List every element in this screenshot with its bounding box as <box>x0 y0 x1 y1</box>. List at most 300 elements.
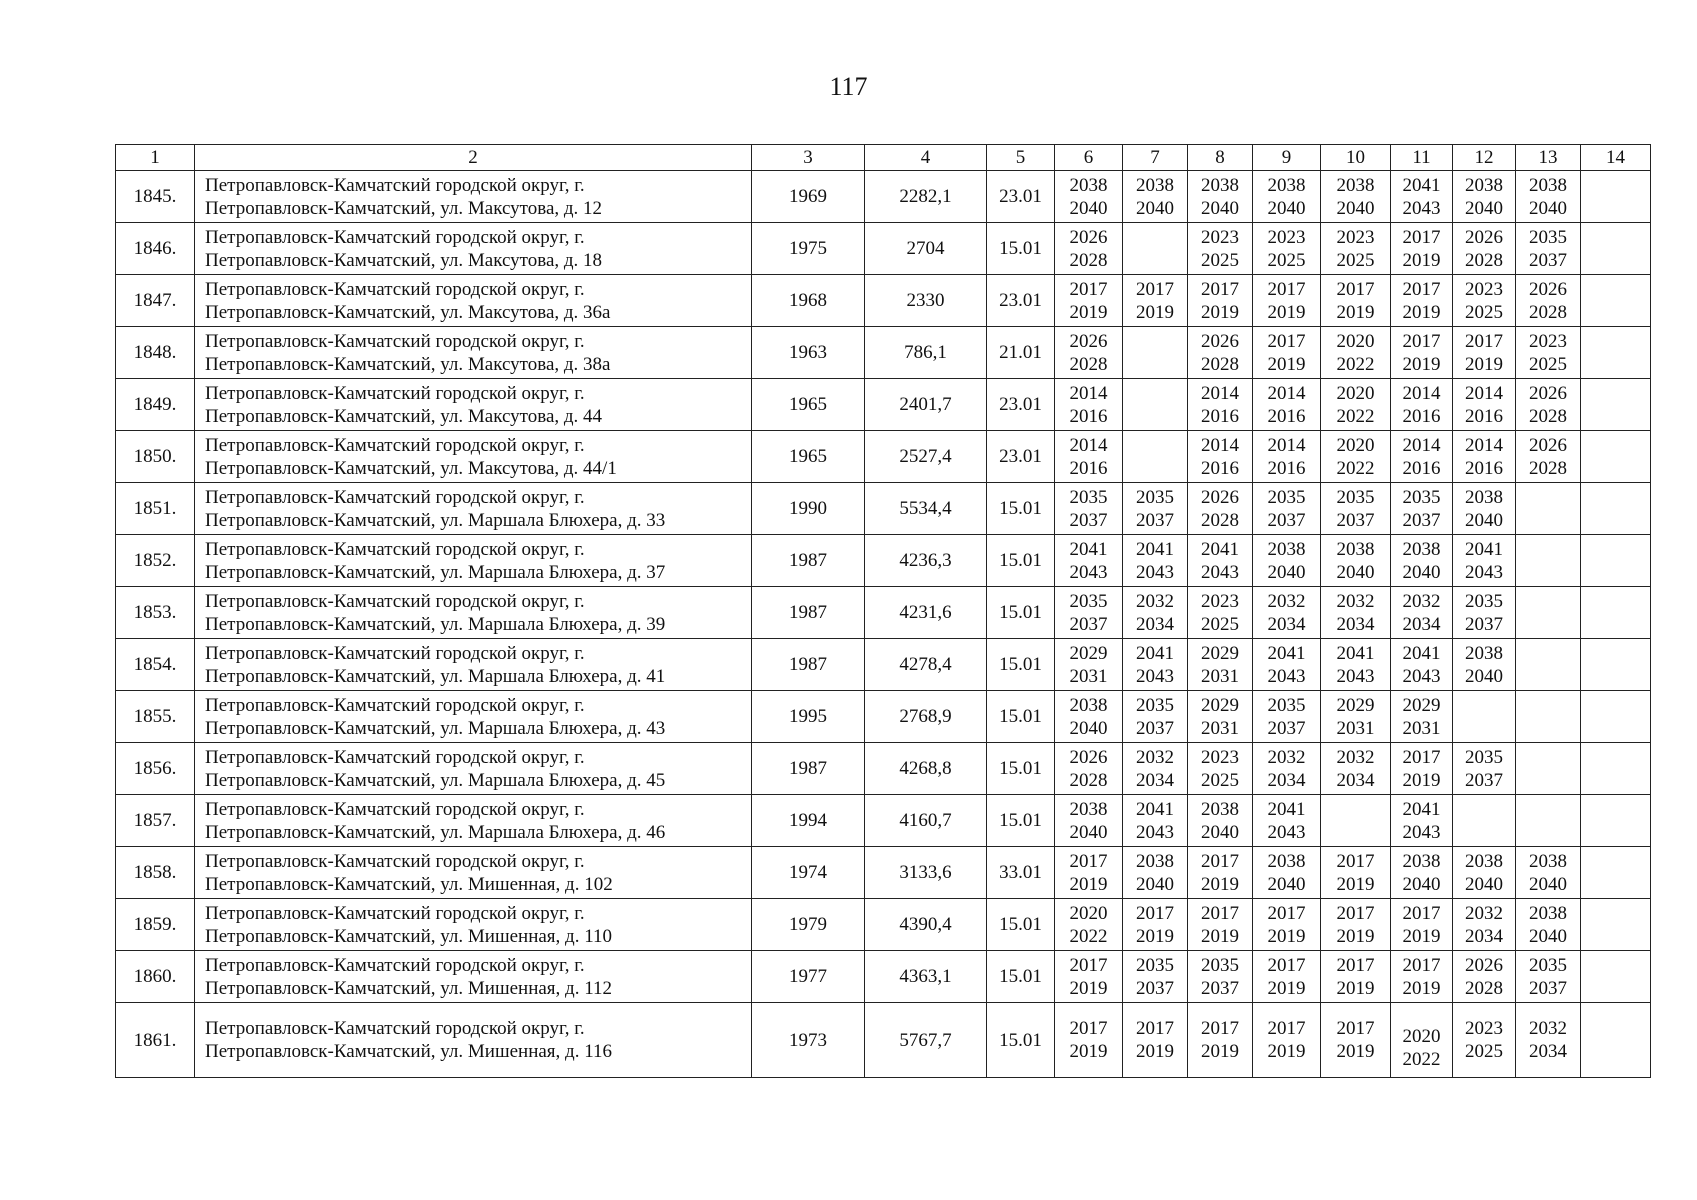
year-end: 2019 <box>1201 1041 1239 1062</box>
table-row <box>116 1003 1651 1078</box>
year-start: 2035 <box>1136 486 1174 508</box>
code-cell: 15.01 <box>987 899 1055 951</box>
year-range-cell <box>1453 275 1516 327</box>
year-start: 2038 <box>1069 798 1108 820</box>
year-end: 2028 <box>1201 353 1239 375</box>
year-start: 2035 <box>1136 954 1174 976</box>
year-range-cell <box>1055 951 1123 1003</box>
year-range-cell <box>1581 535 1651 587</box>
code-cell: 15.01 <box>987 535 1055 587</box>
year-start: 2017 <box>1136 1018 1174 1039</box>
year-start: 2017 <box>1069 954 1108 976</box>
year-range-cell <box>1123 795 1188 847</box>
year-range-cell <box>1391 847 1453 899</box>
year-range-cell <box>1188 951 1253 1003</box>
year-range-cell <box>1253 847 1321 899</box>
year-start: 2023 <box>1465 278 1503 300</box>
year-end: 2019 <box>1402 249 1441 271</box>
year-range-cell <box>1188 223 1253 275</box>
year-range-cell <box>1321 171 1391 223</box>
year-start: 2038 <box>1201 174 1239 196</box>
year-start: 2035 <box>1267 486 1306 508</box>
year-end: 2037 <box>1402 509 1441 531</box>
row-number: 1854. <box>116 639 195 691</box>
year-end: 2043 <box>1136 561 1174 583</box>
year-start: 2032 <box>1402 590 1441 612</box>
year-start: 2014 <box>1402 382 1441 404</box>
year-end: 2025 <box>1201 769 1239 791</box>
year-start: 2023 <box>1267 226 1306 248</box>
year-end: 2031 <box>1201 665 1239 687</box>
year-end: 2037 <box>1069 613 1108 635</box>
year-end: 2028 <box>1069 769 1108 791</box>
year-end: 2019 <box>1136 1041 1174 1062</box>
year-range-cell <box>1055 743 1123 795</box>
year-end: 2043 <box>1267 665 1306 687</box>
year-range-cell <box>1123 743 1188 795</box>
year-range-cell <box>1391 691 1453 743</box>
year-end: 2031 <box>1069 665 1108 687</box>
year-end: 2040 <box>1069 821 1108 843</box>
year-range-cell <box>1453 1003 1516 1078</box>
year-end: 2043 <box>1069 561 1108 583</box>
year-start: 2038 <box>1267 174 1306 196</box>
year-end: 2040 <box>1136 197 1174 219</box>
year-range-cell <box>1581 431 1651 483</box>
year-start: 2023 <box>1465 1018 1503 1039</box>
year-start: 2038 <box>1336 538 1375 560</box>
year-end: 2040 <box>1201 821 1239 843</box>
year-end: 2028 <box>1069 353 1108 375</box>
year-start: 2041 <box>1267 642 1306 664</box>
year-end: 2019 <box>1402 925 1441 947</box>
address-line: Петропавловск-Камчатский, ул. Мишенная, д. 110 <box>205 925 612 947</box>
year-start: 2023 <box>1201 226 1239 248</box>
address-cell <box>195 587 752 639</box>
year-start: 2017 <box>1201 278 1239 300</box>
year-range-cell <box>1253 483 1321 535</box>
year-start: 2017 <box>1069 278 1108 300</box>
area-cell: 4268,8 <box>865 743 987 795</box>
year-range-cell <box>1055 327 1123 379</box>
year-range-cell <box>1188 639 1253 691</box>
build-year-cell: 1987 <box>752 743 865 795</box>
table-row <box>116 639 1651 691</box>
page-number: 117 <box>829 72 868 101</box>
year-end: 2034 <box>1136 769 1174 791</box>
year-range-cell <box>1055 639 1123 691</box>
area-cell: 786,1 <box>865 327 987 379</box>
address-line: Петропавловск-Камчатский городской округ, г. <box>205 434 585 456</box>
year-range-cell <box>1391 899 1453 951</box>
year-end: 2016 <box>1267 457 1306 479</box>
address-line: Петропавловск-Камчатский городской округ, г. <box>205 330 585 352</box>
year-range-cell <box>1253 327 1321 379</box>
year-end: 2040 <box>1529 197 1567 219</box>
year-start: 2017 <box>1336 278 1375 300</box>
address-cell <box>195 1003 752 1078</box>
year-range-cell <box>1391 795 1453 847</box>
year-start: 2035 <box>1336 486 1375 508</box>
area-cell: 2401,7 <box>865 379 987 431</box>
year-start: 2038 <box>1465 850 1503 872</box>
build-year-cell: 1965 <box>752 379 865 431</box>
address-line: Петропавловск-Камчатский городской округ, г. <box>205 694 585 716</box>
code-cell: 23.01 <box>987 275 1055 327</box>
year-range-cell <box>1188 431 1253 483</box>
year-range-cell <box>1055 535 1123 587</box>
year-start: 2038 <box>1529 174 1567 196</box>
year-end: 2022 <box>1336 405 1375 427</box>
table-row <box>116 951 1651 1003</box>
year-range-cell <box>1188 327 1253 379</box>
year-end: 2028 <box>1201 509 1239 531</box>
year-end: 2019 <box>1402 977 1441 999</box>
year-end: 2034 <box>1336 613 1375 635</box>
year-start: 2038 <box>1465 174 1503 196</box>
year-end: 2028 <box>1465 977 1503 999</box>
year-range-cell <box>1581 587 1651 639</box>
year-end: 2019 <box>1336 925 1375 947</box>
year-start: 2032 <box>1336 590 1375 612</box>
year-start: 2017 <box>1402 330 1441 352</box>
year-start: 2017 <box>1267 1018 1306 1039</box>
code-cell: 33.01 <box>987 847 1055 899</box>
year-start: 2026 <box>1529 434 1567 456</box>
year-start: 2032 <box>1267 590 1306 612</box>
year-end: 2043 <box>1402 197 1441 219</box>
year-range-cell <box>1321 431 1391 483</box>
year-start: 2017 <box>1136 278 1174 300</box>
year-range-cell <box>1188 483 1253 535</box>
year-range-cell <box>1188 691 1253 743</box>
year-start: 2041 <box>1336 642 1375 664</box>
year-range-cell <box>1123 951 1188 1003</box>
year-range-cell <box>1516 743 1581 795</box>
year-end: 2037 <box>1201 977 1239 999</box>
address-cell <box>195 223 752 275</box>
year-range-cell <box>1321 379 1391 431</box>
year-range-cell <box>1516 275 1581 327</box>
year-range-cell <box>1516 483 1581 535</box>
year-range-cell <box>1516 431 1581 483</box>
year-start: 2017 <box>1465 330 1503 352</box>
year-end: 2034 <box>1402 613 1441 635</box>
year-start: 2035 <box>1529 226 1567 248</box>
build-year-cell: 1973 <box>752 1003 865 1078</box>
build-year-cell: 1974 <box>752 847 865 899</box>
year-start: 2041 <box>1402 642 1441 664</box>
year-start: 2020 <box>1336 382 1375 404</box>
area-cell: 3133,6 <box>865 847 987 899</box>
year-range-cell <box>1516 223 1581 275</box>
year-end: 2016 <box>1267 405 1306 427</box>
year-end: 2019 <box>1069 873 1108 895</box>
area-cell: 2704 <box>865 223 987 275</box>
address-line: Петропавловск-Камчатский городской округ, г. <box>205 850 585 872</box>
year-range-cell <box>1321 847 1391 899</box>
area-cell: 2330 <box>865 275 987 327</box>
code-cell: 21.01 <box>987 327 1055 379</box>
year-range-cell <box>1188 899 1253 951</box>
year-start: 2026 <box>1201 330 1239 352</box>
year-end: 2034 <box>1465 925 1503 947</box>
year-range-cell <box>1321 691 1391 743</box>
area-cell: 4160,7 <box>865 795 987 847</box>
year-range-cell <box>1453 795 1516 847</box>
table-row <box>116 431 1651 483</box>
year-start: 2035 <box>1136 694 1174 716</box>
table-row <box>116 379 1651 431</box>
year-range-cell <box>1123 691 1188 743</box>
year-start: 2035 <box>1201 954 1239 976</box>
year-range-cell <box>1581 639 1651 691</box>
year-start: 2023 <box>1201 590 1239 612</box>
row-number: 1847. <box>116 275 195 327</box>
row-number: 1861. <box>116 1003 195 1078</box>
year-range-cell <box>1123 847 1188 899</box>
address-line: Петропавловск-Камчатский, ул. Мишенная, д. 116 <box>205 1041 612 1062</box>
year-range-cell <box>1581 275 1651 327</box>
year-start: 2029 <box>1201 694 1239 716</box>
year-range-cell <box>1253 795 1321 847</box>
year-range-cell <box>1581 795 1651 847</box>
build-year-cell: 1987 <box>752 535 865 587</box>
build-year-cell: 1987 <box>752 639 865 691</box>
code-cell: 15.01 <box>987 639 1055 691</box>
year-range-cell <box>1453 483 1516 535</box>
year-start: 2017 <box>1336 850 1375 872</box>
year-range-cell <box>1253 743 1321 795</box>
year-range-cell <box>1453 223 1516 275</box>
year-start: 2029 <box>1402 694 1441 716</box>
table-row <box>116 275 1651 327</box>
header-cell: 3 <box>752 145 865 171</box>
year-range-cell <box>1321 743 1391 795</box>
year-range-cell <box>1188 587 1253 639</box>
address-line: Петропавловск-Камчатский, ул. Мишенная, д. 102 <box>205 873 613 895</box>
year-end: 2040 <box>1402 561 1441 583</box>
year-end: 2025 <box>1267 249 1306 271</box>
year-range-cell <box>1516 171 1581 223</box>
year-start: 2032 <box>1336 746 1375 768</box>
year-range-cell <box>1123 223 1188 275</box>
year-range-cell <box>1453 327 1516 379</box>
year-start: 2014 <box>1267 434 1306 456</box>
year-start: 2014 <box>1402 434 1441 456</box>
year-end: 2019 <box>1201 301 1239 323</box>
build-year-cell: 1965 <box>752 431 865 483</box>
year-range-cell <box>1055 587 1123 639</box>
code-cell: 15.01 <box>987 951 1055 1003</box>
year-end: 2019 <box>1336 1041 1375 1062</box>
year-end: 2040 <box>1529 873 1567 895</box>
register-table <box>115 144 1651 1078</box>
year-start: 2017 <box>1402 954 1441 976</box>
address-cell <box>195 639 752 691</box>
year-start: 2035 <box>1069 486 1108 508</box>
code-cell: 23.01 <box>987 379 1055 431</box>
year-start: 2032 <box>1267 746 1306 768</box>
year-end: 2034 <box>1529 1041 1567 1062</box>
year-range-cell <box>1516 795 1581 847</box>
year-start: 2017 <box>1402 226 1441 248</box>
year-range-cell <box>1581 691 1651 743</box>
year-end: 2028 <box>1529 405 1567 427</box>
row-number: 1856. <box>116 743 195 795</box>
year-start: 2026 <box>1465 226 1503 248</box>
year-end: 2040 <box>1136 873 1174 895</box>
table-row <box>116 171 1651 223</box>
header-cell: 13 <box>1516 145 1581 171</box>
year-start: 2017 <box>1201 902 1239 924</box>
year-start: 2014 <box>1465 434 1503 456</box>
build-year-cell: 1987 <box>752 587 865 639</box>
year-end: 2016 <box>1069 405 1108 427</box>
year-start: 2017 <box>1336 1018 1375 1039</box>
year-start: 2041 <box>1267 798 1306 820</box>
year-end: 2037 <box>1336 509 1375 531</box>
address-cell <box>195 691 752 743</box>
year-start: 2038 <box>1465 642 1503 664</box>
year-range-cell <box>1516 1003 1581 1078</box>
year-range-cell <box>1321 275 1391 327</box>
year-range-cell <box>1581 1003 1651 1078</box>
year-end: 2040 <box>1336 561 1375 583</box>
year-end: 2022 <box>1336 353 1375 375</box>
year-start: 2038 <box>1529 850 1567 872</box>
year-start: 2035 <box>1069 590 1108 612</box>
year-range-cell <box>1055 691 1123 743</box>
year-start: 2038 <box>1136 174 1174 196</box>
year-start: 2041 <box>1201 538 1239 560</box>
year-end: 2037 <box>1136 509 1174 531</box>
row-number: 1849. <box>116 379 195 431</box>
year-end: 2040 <box>1336 197 1375 219</box>
year-range-cell <box>1321 795 1391 847</box>
year-end: 2019 <box>1201 873 1239 895</box>
year-end: 2043 <box>1336 665 1375 687</box>
year-end: 2034 <box>1267 769 1306 791</box>
year-range-cell <box>1055 847 1123 899</box>
year-range-cell <box>1453 587 1516 639</box>
address-line: Петропавловск-Камчатский городской округ, г. <box>205 226 585 248</box>
build-year-cell: 1968 <box>752 275 865 327</box>
year-range-cell <box>1055 1003 1123 1078</box>
year-range-cell <box>1453 951 1516 1003</box>
address-line: Петропавловск-Камчатский, ул. Максутова, д. 12 <box>205 197 603 219</box>
year-start: 2017 <box>1402 746 1441 768</box>
year-start: 2038 <box>1465 486 1503 508</box>
address-line: Петропавловск-Камчатский, ул. Максутова, д. 44 <box>205 405 603 427</box>
year-range-cell <box>1188 795 1253 847</box>
year-range-cell <box>1123 171 1188 223</box>
address-cell <box>195 379 752 431</box>
year-start: 2035 <box>1465 590 1503 612</box>
year-start: 2026 <box>1069 746 1108 768</box>
year-end: 2022 <box>1402 1049 1441 1070</box>
area-cell: 5767,7 <box>865 1003 987 1078</box>
year-end: 2043 <box>1201 561 1239 583</box>
table-row <box>116 795 1651 847</box>
area-cell: 4278,4 <box>865 639 987 691</box>
year-start: 2023 <box>1201 746 1239 768</box>
year-start: 2023 <box>1529 330 1567 352</box>
address-cell <box>195 795 752 847</box>
year-end: 2016 <box>1201 457 1239 479</box>
year-range-cell <box>1391 171 1453 223</box>
year-range-cell <box>1253 951 1321 1003</box>
table-row <box>116 743 1651 795</box>
year-range-cell <box>1321 587 1391 639</box>
year-start: 2035 <box>1465 746 1503 768</box>
year-range-cell <box>1453 743 1516 795</box>
year-start: 2038 <box>1267 850 1306 872</box>
year-start: 2029 <box>1336 694 1375 716</box>
area-cell: 2768,9 <box>865 691 987 743</box>
table-row <box>116 899 1651 951</box>
address-line: Петропавловск-Камчатский, ул. Максутова, д. 38а <box>205 353 611 375</box>
address-line: Петропавловск-Камчатский городской округ, г. <box>205 746 585 768</box>
row-number: 1845. <box>116 171 195 223</box>
year-range-cell <box>1253 639 1321 691</box>
year-start: 2017 <box>1402 902 1441 924</box>
year-end: 2025 <box>1201 613 1239 635</box>
year-range-cell <box>1253 171 1321 223</box>
year-end: 2037 <box>1529 249 1567 271</box>
year-range-cell <box>1055 431 1123 483</box>
address-line: Петропавловск-Камчатский, ул. Маршала Блюхера, д. 43 <box>205 717 666 739</box>
year-range-cell <box>1581 951 1651 1003</box>
year-start: 2041 <box>1136 538 1174 560</box>
code-cell: 23.01 <box>987 431 1055 483</box>
year-start: 2020 <box>1336 330 1375 352</box>
row-number: 1848. <box>116 327 195 379</box>
address-cell <box>195 951 752 1003</box>
year-range-cell <box>1581 743 1651 795</box>
row-number: 1852. <box>116 535 195 587</box>
address-cell <box>195 275 752 327</box>
year-range-cell <box>1253 223 1321 275</box>
year-end: 2022 <box>1069 925 1108 947</box>
address-cell <box>195 171 752 223</box>
address-line: Петропавловск-Камчатский, ул. Маршала Блюхера, д. 39 <box>205 613 666 635</box>
table-row <box>116 223 1651 275</box>
year-range-cell <box>1516 587 1581 639</box>
year-end: 2019 <box>1336 977 1375 999</box>
table-row <box>116 483 1651 535</box>
year-end: 2016 <box>1402 457 1441 479</box>
header-cell: 14 <box>1581 145 1651 171</box>
year-start: 2017 <box>1069 1018 1108 1039</box>
table-row <box>116 327 1651 379</box>
year-start: 2041 <box>1136 642 1174 664</box>
year-end: 2025 <box>1529 353 1567 375</box>
area-cell: 4231,6 <box>865 587 987 639</box>
year-end: 2037 <box>1465 769 1503 791</box>
year-range-cell <box>1581 483 1651 535</box>
address-line: Петропавловск-Камчатский городской округ, г. <box>205 902 585 924</box>
year-range-cell <box>1055 483 1123 535</box>
row-number: 1858. <box>116 847 195 899</box>
row-number: 1857. <box>116 795 195 847</box>
row-number: 1846. <box>116 223 195 275</box>
address-line: Петропавловск-Камчатский городской округ, г. <box>205 798 585 820</box>
build-year-cell: 1969 <box>752 171 865 223</box>
address-line: Петропавловск-Камчатский городской округ, г. <box>205 590 585 612</box>
year-start: 2038 <box>1069 174 1108 196</box>
year-range-cell <box>1391 431 1453 483</box>
